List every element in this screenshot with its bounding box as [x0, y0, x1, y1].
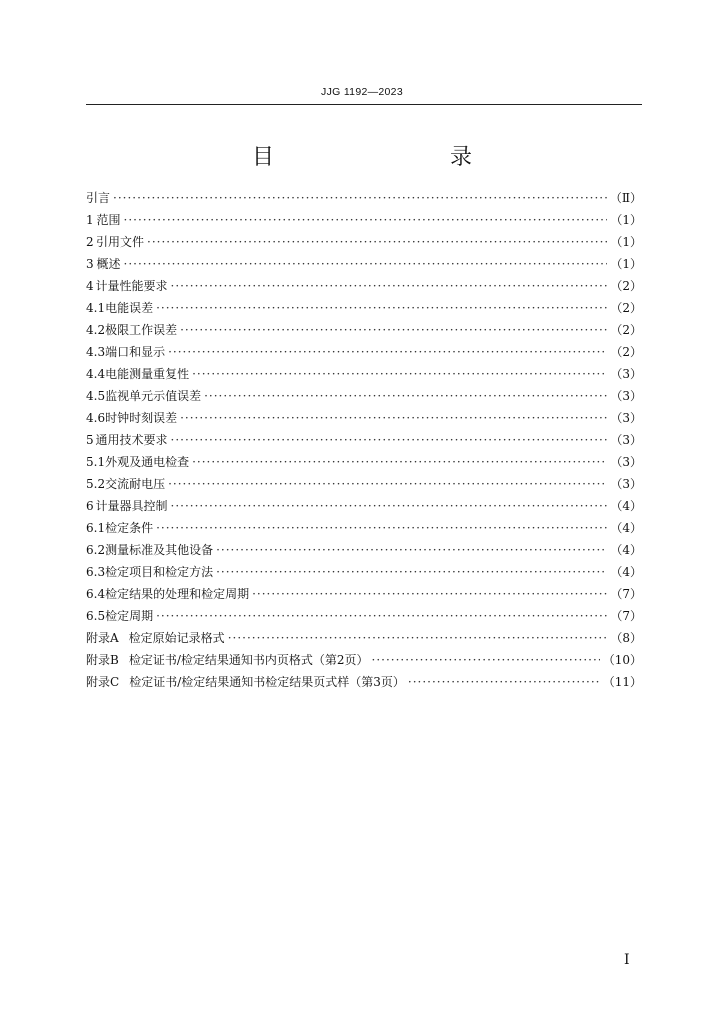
toc-entry-page: （Ⅱ）	[609, 191, 642, 205]
toc-leader-dots	[168, 477, 607, 491]
toc-leader-dots	[156, 609, 607, 623]
toc-entry-page: （1）	[610, 257, 642, 271]
toc-entry-number: 4.1	[86, 301, 106, 315]
toc-entry-label: 电能误差	[105, 301, 154, 315]
toc-entry-label: 极限工作误差	[105, 323, 178, 337]
toc-entry[interactable]	[86, 233, 642, 255]
toc-entry[interactable]	[86, 607, 642, 629]
toc-entry-number: 4.3	[86, 345, 106, 359]
toc-entry-page: （2）	[610, 279, 642, 293]
toc-entry[interactable]	[86, 387, 642, 409]
toc-entry-label: 计量性能要求	[95, 279, 168, 293]
toc-leader-dots	[168, 345, 607, 359]
toc-entry[interactable]	[86, 277, 642, 299]
toc-entry-label: 检定项目和检定方法	[105, 565, 214, 579]
toc-entry-page: （4）	[610, 521, 642, 535]
toc-entry[interactable]	[86, 541, 642, 563]
toc-entry-number: 4.5	[86, 389, 106, 403]
toc-entry[interactable]	[86, 519, 642, 541]
toc-entry-label: 监视单元示值误差	[105, 389, 202, 403]
toc-entry-page: （11）	[602, 675, 642, 689]
toc-leader-dots	[171, 499, 608, 513]
toc-entry-page: （4）	[610, 543, 642, 557]
toc-entry-page: （3）	[610, 389, 642, 403]
toc-leader-dots	[124, 213, 608, 227]
toc-entry-page: （7）	[610, 587, 642, 601]
toc-leader-dots	[171, 279, 608, 293]
toc-entry[interactable]	[86, 585, 642, 607]
toc-entry-number: 6.1	[86, 521, 106, 535]
toc-entry[interactable]	[86, 629, 642, 651]
toc-entry-page: （1）	[610, 235, 642, 249]
toc-entry-label: 检定证书/检定结果通知书检定结果页式样（第3页）	[129, 675, 405, 689]
toc-entry[interactable]	[86, 651, 642, 673]
toc-leader-dots	[180, 411, 607, 425]
toc-entry[interactable]	[86, 453, 642, 475]
standard-code: JJG 1192—2023	[321, 86, 403, 98]
toc-entry-number: 5	[86, 433, 94, 447]
toc-entry-label: 引言	[86, 191, 111, 205]
toc-entry[interactable]	[86, 497, 642, 519]
toc-leader-dots	[156, 521, 607, 535]
toc-leader-dots	[216, 543, 607, 557]
toc-entry[interactable]	[86, 409, 642, 431]
toc-leader-dots	[204, 389, 607, 403]
header-divider	[86, 104, 642, 105]
toc-entry-page: （10）	[602, 653, 642, 667]
toc-leader-dots	[113, 191, 607, 205]
toc-entry-label: 检定原始记录格式	[128, 631, 225, 645]
toc-entry[interactable]	[86, 343, 642, 365]
toc-entry-number: 4.2	[86, 323, 106, 337]
toc-entry-page: （2）	[610, 345, 642, 359]
toc-entry-label: 电能测量重复性	[105, 367, 190, 381]
toc-entry-page: （4）	[610, 499, 642, 513]
toc-entry-number: 4	[86, 279, 94, 293]
toc-leader-dots	[180, 323, 607, 337]
toc-entry-page: （3）	[610, 433, 642, 447]
page-title: 目 录	[251, 145, 516, 170]
toc-entry-label: 计量器具控制	[95, 499, 168, 513]
toc-entry-number: 6.4	[86, 587, 106, 601]
toc-entry-number: 4.6	[86, 411, 106, 425]
toc-entry-page: （2）	[610, 301, 642, 315]
toc-entry-page: （1）	[610, 213, 642, 227]
page-number: Ⅰ	[624, 952, 630, 968]
toc-leader-dots	[147, 235, 607, 249]
toc-entry-label: 交流耐电压	[105, 477, 166, 491]
toc-leader-dots	[372, 653, 600, 667]
toc-entry-number: 附录A	[86, 631, 119, 645]
toc-leader-dots	[192, 367, 607, 381]
toc-entry[interactable]	[86, 299, 642, 321]
toc-entry-number: 6.2	[86, 543, 106, 557]
toc-entry[interactable]	[86, 321, 642, 343]
toc-entry-page: （3）	[610, 411, 642, 425]
toc-entry[interactable]	[86, 431, 642, 453]
toc-entry-label: 引用文件	[96, 235, 145, 249]
toc-entry-label: 外观及通电检查	[105, 455, 190, 469]
toc-entry-page: （2）	[610, 323, 642, 337]
toc-entry-label: 检定周期	[105, 609, 154, 623]
toc-entry[interactable]	[86, 211, 642, 233]
table-of-contents	[86, 189, 642, 695]
toc-entry[interactable]	[86, 563, 642, 585]
toc-leader-dots	[252, 587, 607, 601]
toc-entry-label: 范围	[96, 213, 121, 227]
toc-entry-label: 概述	[96, 257, 121, 271]
toc-entry-number: 6.3	[86, 565, 106, 579]
toc-leader-dots	[171, 433, 608, 447]
toc-entry-number: 附录B	[86, 653, 119, 667]
toc-entry-page: （7）	[610, 609, 642, 623]
toc-entry-label: 时钟时刻误差	[105, 411, 178, 425]
toc-leader-dots	[156, 301, 607, 315]
toc-entry[interactable]	[86, 673, 642, 695]
toc-entry-number: 3	[86, 257, 94, 271]
toc-entry-page: （3）	[610, 367, 642, 381]
toc-leader-dots	[192, 455, 607, 469]
toc-entry-number: 5.2	[86, 477, 106, 491]
toc-entry-number: 附录C	[86, 675, 120, 689]
toc-entry-page: （8）	[610, 631, 642, 645]
toc-entry-label: 端口和显示	[105, 345, 166, 359]
toc-entry-number: 5.1	[86, 455, 106, 469]
toc-leader-dots	[228, 631, 608, 645]
toc-entry-label: 通用技术要求	[95, 433, 168, 447]
toc-entry[interactable]	[86, 255, 642, 277]
toc-leader-dots	[216, 565, 607, 579]
toc-entry-label: 测量标准及其他设备	[105, 543, 214, 557]
toc-entry-number: 4.4	[86, 367, 106, 381]
toc-entry-page: （3）	[610, 455, 642, 469]
toc-entry[interactable]	[86, 475, 642, 497]
toc-leader-dots	[408, 675, 600, 689]
toc-entry-label: 检定条件	[105, 521, 154, 535]
toc-entry-page: （4）	[610, 565, 642, 579]
toc-entry-number: 6.5	[86, 609, 106, 623]
toc-entry[interactable]	[86, 189, 642, 211]
toc-entry-number: 6	[86, 499, 94, 513]
toc-entry-number: 1	[86, 213, 94, 227]
toc-entry-number: 2	[86, 235, 94, 249]
toc-entry-page: （3）	[610, 477, 642, 491]
toc-entry[interactable]	[86, 365, 642, 387]
toc-leader-dots	[124, 257, 608, 271]
toc-entry-label: 检定证书/检定结果通知书内页格式（第2页）	[128, 653, 369, 667]
toc-entry-label: 检定结果的处理和检定周期	[105, 587, 250, 601]
